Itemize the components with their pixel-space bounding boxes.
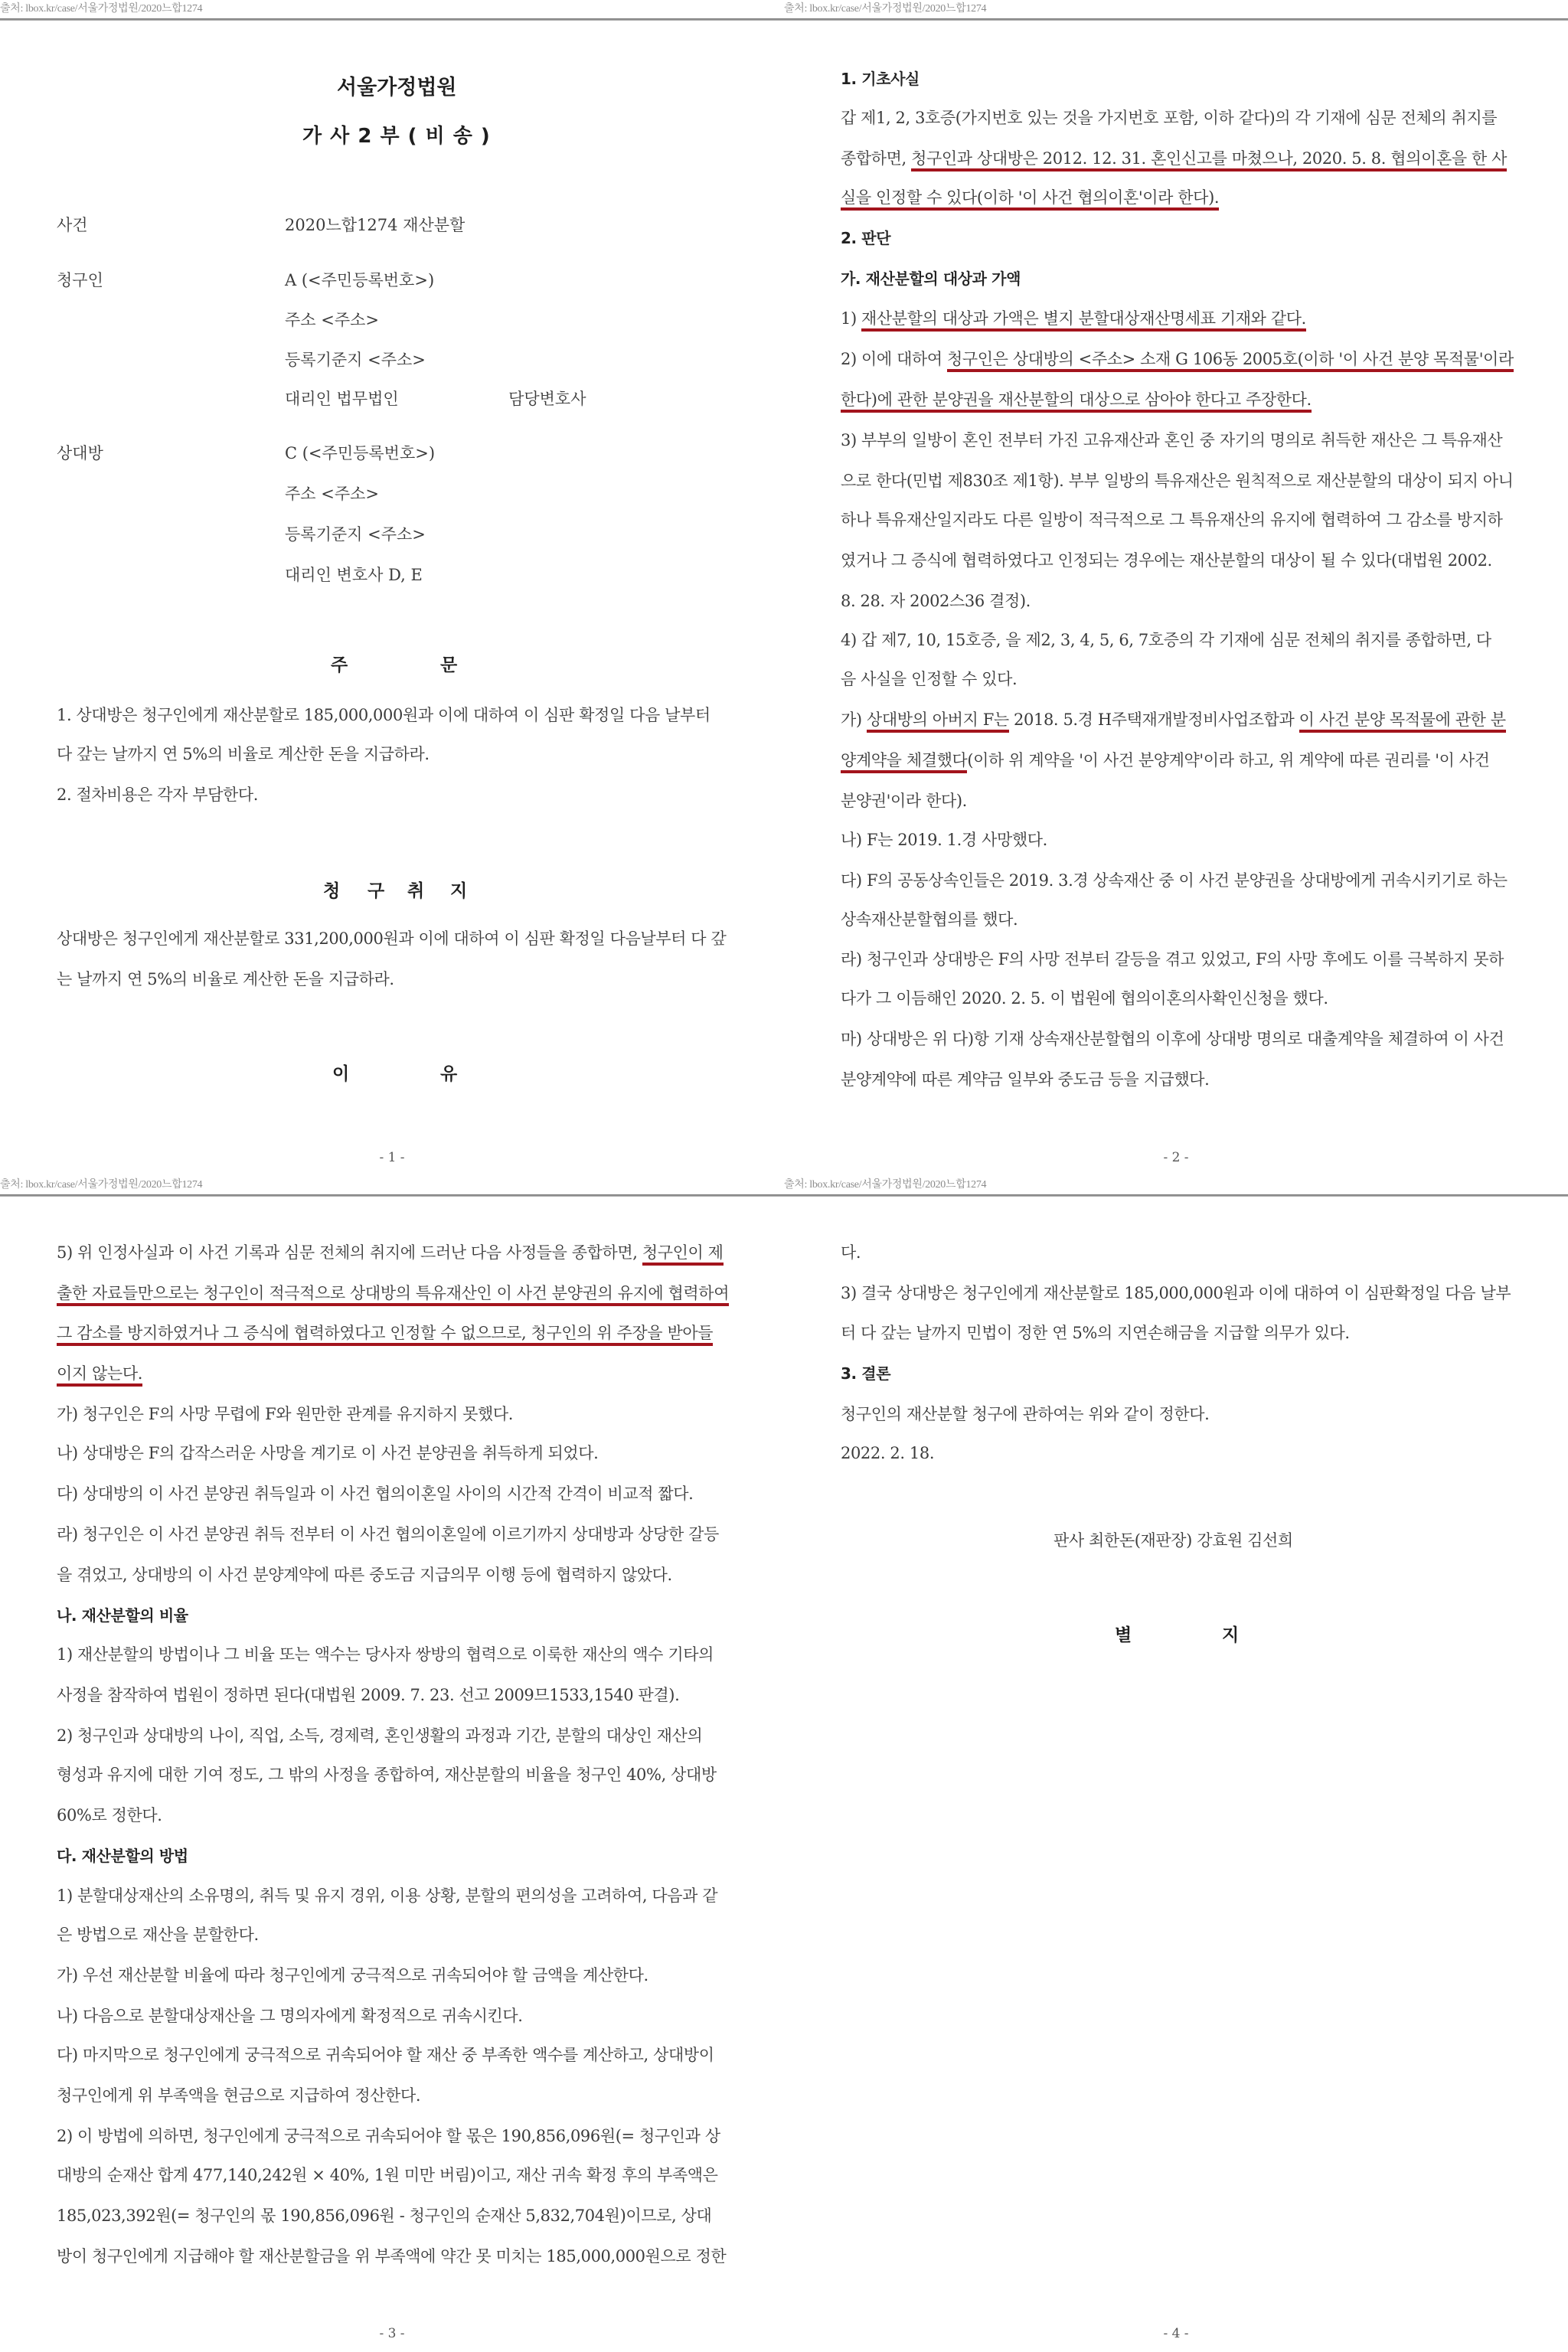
source-label[interactable]: 출처: lbox.kr/case/서울가정법원/2020느합1274 <box>0 3 203 15</box>
text-segment: 2) 이에 대하여 <box>841 350 948 368</box>
reason-heading-1: 이 <box>332 1064 350 1084</box>
decision-date: 2022. 2. 18. <box>841 1444 935 1462</box>
respondent-label: 상대방 <box>57 444 103 462</box>
text-line: 음 사실을 인정할 수 있다. <box>841 670 1018 688</box>
text-line: 60%로 정한다. <box>57 1806 162 1824</box>
underlined-text: 한다)에 관한 분양권을 재산분할의 대상으로 삼아야 한다고 주장한다. <box>841 390 1312 413</box>
section-heading-basic-facts: 1. 기초사실 <box>841 70 920 88</box>
division-name: 가 사 2 부 ( 비 송 ) <box>302 125 491 148</box>
text-segment: 종합하면, <box>841 149 912 168</box>
source-label[interactable]: 출처: lbox.kr/case/서울가정법원/2020느합1274 <box>784 1179 987 1191</box>
header-divider <box>784 1194 1568 1197</box>
header-divider <box>784 18 1568 21</box>
text-line: 2) 청구인과 상대방의 나이, 직업, 소득, 경제력, 혼인생활의 과정과 기간, 분할의 대상인 재산의 <box>57 1726 703 1745</box>
text-line: 나) 상대방은 F의 갑작스러운 사망을 계기로 이 사건 분양권을 취득하게 되었다. <box>57 1444 599 1462</box>
order-heading-1: 주 <box>331 655 348 675</box>
underlined-text: 이 사건 분양 목적물에 관한 분 <box>1299 710 1506 733</box>
page-2 <box>784 0 1568 1176</box>
claimant-address: 주소 <주소> <box>285 311 380 329</box>
respondent-name: C (<주민등록번호>) <box>285 444 436 462</box>
order-line: 2. 절차비용은 각자 부담한다. <box>57 786 259 804</box>
text-line: 2) 이 방법에 의하면, 청구인에게 궁극적으로 귀속되어야 할 몫은 190,856,096원(= 청구인과 상 <box>57 2127 720 2145</box>
claim-line: 는 날까지 연 5%의 비율로 계산한 돈을 지급하라. <box>57 970 394 988</box>
claim-heading-2: 구 <box>368 881 385 901</box>
section-heading-judgment: 2. 판단 <box>841 229 891 247</box>
page-number: - 4 - <box>1163 2326 1189 2341</box>
text-line: 분양계약에 따른 계약금 일부와 중도금 등을 지급했다. <box>841 1070 1210 1089</box>
text-segment: 2018. 5.경 H주택재개발정비사업조합과 <box>1008 710 1299 729</box>
text-line: 방이 청구인에게 지급해야 할 재산분할금을 위 부족액에 약간 못 미치는 185,000,000원으로 정한 <box>57 2247 727 2265</box>
text-line <box>841 710 1506 730</box>
subsection-heading-ga: 가. 재산분할의 대상과 가액 <box>841 270 1021 288</box>
text-line <box>841 390 1312 410</box>
source-label[interactable]: 출처: lbox.kr/case/서울가정법원/2020느합1274 <box>0 1179 203 1191</box>
respondent-registry: 등록기준지 <주소> <box>285 525 426 544</box>
underlined-text: 출한 자료들만으로는 청구인이 적극적으로 상대방의 특유재산인 이 사건 분양권의 유지에 협력하여 <box>57 1284 729 1306</box>
text-line: 형성과 유지에 대한 기여 정도, 그 밖의 사정을 종합하여, 재산분할의 비율을 청구인 40%, 상대방 <box>57 1766 717 1784</box>
text-line: 대방의 순재산 합계 477,140,242원 × 40%, 1원 미만 버림)이고, 재산 귀속 확정 후의 부족액은 <box>57 2166 718 2184</box>
text-line: 분양권'이라 한다). <box>841 792 967 810</box>
respondent-address: 주소 <주소> <box>285 485 380 503</box>
header-divider <box>0 1194 784 1197</box>
text-line: 사정을 참작하여 법원이 정하면 된다(대법원 2009. 7. 23. 선고 2009므1533,1540 판결). <box>57 1686 680 1704</box>
text-line: 다. <box>841 1243 861 1262</box>
page-3 <box>0 1176 784 2352</box>
annex-heading-1: 별 <box>1115 1625 1132 1645</box>
page-1 <box>0 0 784 1176</box>
text-line: 가) 우선 재산분할 비율에 따라 청구인에게 궁극적으로 귀속되어야 할 금액을 계산한다. <box>57 1966 648 1984</box>
underlined-text: 이지 않는다. <box>57 1364 142 1387</box>
case-value: 2020느합1274 재산분할 <box>285 216 466 234</box>
header-divider <box>0 18 784 21</box>
claimant-registry: 등록기준지 <주소> <box>285 351 426 369</box>
text-line: 라) 청구인은 이 사건 분양권 취득 전부터 이 사건 협의이혼일에 이르기까지 상대방과 상당한 갈등 <box>57 1525 719 1544</box>
conclusion-text: 청구인의 재산분할 청구에 관하여는 위와 같이 정한다. <box>841 1405 1210 1423</box>
text-line: 였거나 그 증식에 협력하였다고 인정되는 경우에는 재산분할의 대상이 될 수 있다(대법원 2002. <box>841 551 1492 570</box>
text-line: 청구인에게 위 부족액을 현금으로 지급하여 정산한다. <box>57 2086 421 2105</box>
section-heading-conclusion: 3. 결론 <box>841 1364 891 1383</box>
text-line: 가) 청구인은 F의 사망 무렵에 F와 원만한 관계를 유지하지 못했다. <box>57 1405 514 1423</box>
claim-heading-3: 취 <box>407 881 425 901</box>
text-line: 1) 재산분할의 방법이나 그 비율 또는 액수는 당사자 쌍방의 협력으로 이룩한 재산의 액수 기타의 <box>57 1645 714 1664</box>
page-number: - 3 - <box>379 2326 405 2341</box>
text-line: 라) 청구인과 상대방은 F의 사망 전부터 갈등을 겪고 있었고, F의 사망 후에도 이를 극복하지 못하 <box>841 950 1504 969</box>
subsection-heading-ratio: 나. 재산분할의 비율 <box>57 1606 188 1625</box>
claimant-agent <box>285 387 586 410</box>
text-line: 4) 갑 제7, 10, 15호증, 을 제2, 3, 4, 5, 6, 7호증의 각 기재에 심문 전체의 취지를 종합하면, 다 <box>841 631 1491 649</box>
claimant-agent-prefix: 대리인 법무법인 <box>285 390 399 408</box>
text-line <box>57 1243 724 1263</box>
claim-heading-1: 청 <box>323 881 341 901</box>
text-line: 으로 한다(민법 제830조 제1항). 부부 일방의 특유재산은 원칙적으로 재산분할의 대상이 되지 아니 <box>841 472 1514 490</box>
text-line: 다) 상대방의 이 사건 분양권 취득일과 이 사건 협의이혼일 사이의 시간적 간격이 비교적 짧다. <box>57 1485 694 1503</box>
text-line <box>841 188 1219 207</box>
underlined-text: 청구인이 제 <box>642 1243 724 1266</box>
order-line: 다 갚는 날까지 연 5%의 비율로 계산한 돈을 지급하라. <box>57 745 430 763</box>
text-line: 185,023,392원(= 청구인의 몫 190,856,096원 - 청구인의 순재산 5,832,704원)이므로, 상대 <box>57 2207 712 2225</box>
text-line: 을 겪었고, 상대방의 이 사건 분양계약에 따른 중도금 지급의무 이행 등에 협력하지 않았다. <box>57 1566 672 1584</box>
text-line: 상속재산분할협의를 했다. <box>841 910 1018 929</box>
text-line: 3) 결국 상대방은 청구인에게 재산분할로 185,000,000원과 이에 대하여 이 심판확정일 다음 날부 <box>841 1284 1511 1302</box>
text-line: 3) 부부의 일방이 혼인 전부터 가진 고유재산과 혼인 중 자기의 명의로 취득한 재산은 그 특유재산 <box>841 431 1503 449</box>
subsection-heading-method: 다. 재산분할의 방법 <box>57 1847 188 1865</box>
underlined-text: 양계약을 체결했다 <box>841 751 967 773</box>
text-segment: 1) <box>841 309 862 328</box>
claim-line: 상대방은 청구인에게 재산분할로 331,200,000원과 이에 대하여 이 심판 확정일 다음날부터 다 갚 <box>57 929 727 948</box>
text-line: 다) F의 공동상속인들은 2019. 3.경 상속재산 중 이 사건 분양권을 상대방에게 귀속시키기로 하는 <box>841 871 1508 890</box>
text-segment: (이하 위 계약을 '이 사건 분양계약'이라 하고, 위 계약에 따른 권리를 '이 사건 <box>967 751 1490 769</box>
judges-signature: 판사 최한돈(재판장) 강효원 김선희 <box>1054 1531 1293 1550</box>
text-line <box>57 1323 713 1343</box>
text-line: 은 방법으로 재산을 분할한다. <box>57 1926 259 1944</box>
respondent-agent: 대리인 변호사 D, E <box>285 566 423 584</box>
page-number: - 1 - <box>379 1150 405 1165</box>
reason-heading-2: 유 <box>440 1064 458 1084</box>
text-line: 나) 다음으로 분할대상재산을 그 명의자에게 확정적으로 귀속시킨다. <box>57 2007 523 2025</box>
text-line: 다가 그 이듬해인 2020. 2. 5. 이 법원에 협의이혼의사확인신청을 했다. <box>841 989 1328 1008</box>
text-segment: 5) 위 인정사실과 이 사건 기록과 심문 전체의 취지에 드러난 다음 사정들을 종합하면, <box>57 1243 642 1262</box>
underlined-text: 상대방의 아버지 F는 <box>867 710 1009 733</box>
underlined-text: 그 감소를 방지하였거나 그 증식에 협력하였다고 인정할 수 없으므로, 청구인의 위 주장을 받아들 <box>57 1324 713 1346</box>
text-line: 다) 마지막으로 청구인에게 궁극적으로 귀속되어야 할 재산 중 부족한 액수를 계산하고, 상대방이 <box>57 2046 714 2064</box>
claimant-label: 청구인 <box>57 271 103 289</box>
order-heading-2: 문 <box>440 655 458 675</box>
underlined-text: 청구인과 상대방은 2012. 12. 31. 혼인신고를 마쳤으나, 2020. 5. 8. 협의이혼을 한 사 <box>911 149 1507 172</box>
text-line <box>841 309 1306 328</box>
order-line: 1. 상대방은 청구인에게 재산분할로 185,000,000원과 이에 대하여 이 심판 확정일 다음 날부터 <box>57 706 710 724</box>
page-4 <box>784 1176 1568 2352</box>
underlined-text: 재산분할의 대상과 가액은 별지 분할대상재산명세표 기재와 같다. <box>861 309 1306 332</box>
claim-heading-4: 지 <box>450 881 468 901</box>
text-line: 1) 분할대상재산의 소유명의, 취득 및 유지 경위, 이용 상황, 분할의 편의성을 고려하여, 다음과 같 <box>57 1886 718 1905</box>
text-line: 터 다 갚는 날까지 민법이 정한 연 5%의 지연손해금을 지급할 의무가 있다. <box>841 1324 1350 1342</box>
case-label: 사건 <box>57 216 88 234</box>
court-name: 서울가정법원 <box>337 76 457 100</box>
text-line <box>841 750 1490 770</box>
text-line: 하나 특유재산일지라도 다른 일방이 적극적으로 그 특유재산의 유지에 협력하여 그 감소를 방지하 <box>841 511 1503 529</box>
text-line <box>841 349 1514 369</box>
text-line: 갑 제1, 2, 3호증(가지번호 있는 것을 가지번호 포함, 이하 같다)의 각 기재에 심문 전체의 취지를 <box>841 109 1498 127</box>
underlined-text: 실을 인정할 수 있다(이하 '이 사건 협의이혼'이라 한다). <box>841 188 1219 211</box>
text-line <box>841 149 1507 168</box>
claimant-name: A (<주민등록번호>) <box>285 271 435 289</box>
page-number: - 2 - <box>1163 1150 1189 1165</box>
source-label[interactable]: 출처: lbox.kr/case/서울가정법원/2020느합1274 <box>784 3 987 15</box>
underlined-text: 청구인은 상대방의 <주소> 소재 G 106동 2005호(이하 '이 사건 분양 목적물'이라 <box>947 350 1514 372</box>
text-line: 마) 상대방은 위 다)항 기재 상속재산분할협의 이후에 상대방 명의로 대출계약을 체결하여 이 사건 <box>841 1030 1504 1048</box>
claimant-agent-suffix: 담당변호사 <box>508 390 586 408</box>
text-line: 나) F는 2019. 1.경 사망했다. <box>841 831 1047 849</box>
annex-heading-2: 지 <box>1222 1625 1240 1645</box>
text-line <box>57 1283 729 1303</box>
text-line <box>57 1364 142 1383</box>
text-segment: 가) <box>841 710 867 729</box>
text-line: 8. 28. 자 2002스36 결정). <box>841 592 1031 610</box>
